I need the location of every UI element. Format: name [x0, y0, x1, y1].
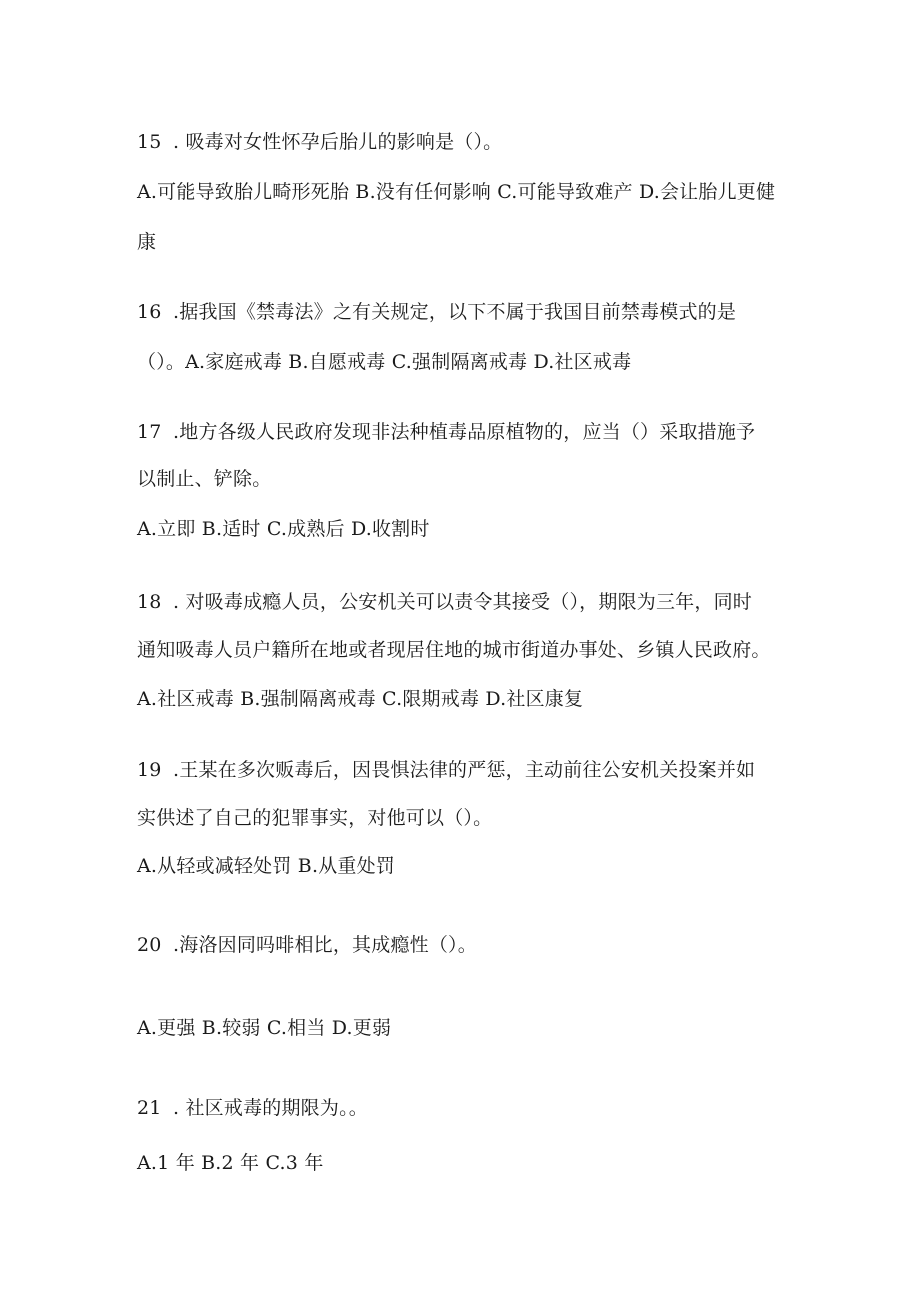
question-number: 21 [137, 1097, 162, 1119]
question-21-stem-line-1 [137, 1096, 368, 1120]
question-19-options-line-1: A.从轻或减轻处罚 B.从重处罚 [137, 855, 396, 877]
question-21-options-line-1: A.1 年 B.2 年 C.3 年 [137, 1152, 324, 1174]
question-16-stem-line-1 [137, 300, 736, 324]
question-20-stem-line-1 [137, 933, 477, 957]
question-16-stem-line-2: （）。A.家庭戒毒 B.自愿戒毒 C.强制隔离戒毒 D.社区戒毒 [137, 351, 632, 373]
question-18-options-line-1: A.社区戒毒 B.强制隔离戒毒 C.限期戒毒 D.社区康复 [137, 688, 584, 710]
question-text: .据我国《禁毒法》之有关规定，以下不属于我国目前禁毒模式的是 [173, 301, 737, 323]
question-number: 16 [137, 301, 162, 323]
question-20-options-line-1: A.更强 B.较弱 C.相当 D.更弱 [137, 1017, 392, 1039]
question-text: .王某在多次贩毒后，因畏惧法律的严惩，主动前往公安机关投案并如 [173, 759, 756, 781]
question-number: 20 [137, 934, 162, 956]
question-19-stem-line-1 [137, 758, 755, 782]
question-15-options-line-2: 康 [137, 231, 157, 253]
question-15-options-line-1: A.可能导致胎儿畸形死胎 B.没有任何影响 C.可能导致难产 D.会让胎儿更健 [137, 181, 776, 203]
question-17-stem-line-1 [137, 420, 755, 444]
question-18-stem-line-2: 通知吸毒人员户籍所在地或者现居住地的城市街道办事处、乡镇人民政府。 [137, 639, 771, 661]
question-number: 17 [137, 421, 162, 443]
question-text: . 吸毒对女性怀孕后胎儿的影响是（）。 [173, 131, 503, 153]
question-15-stem-line-1 [137, 130, 502, 154]
question-19-stem-line-2: 实供述了自己的犯罪事实，对他可以（）。 [137, 807, 493, 829]
question-number: 19 [137, 759, 162, 781]
question-17-stem-line-2: 以制止、铲除。 [137, 468, 272, 490]
question-text: .海洛因同吗啡相比，其成瘾性（）。 [173, 934, 477, 956]
question-number: 18 [137, 591, 162, 613]
question-number: 15 [137, 131, 162, 153]
question-18-stem-line-1 [137, 590, 752, 614]
question-text: . 社区戒毒的期限为。。 [173, 1097, 368, 1119]
question-17-options-line-1: A.立即 B.适时 C.成熟后 D.收割时 [137, 518, 430, 540]
question-text: . 对吸毒成瘾人员，公安机关可以责令其接受（），期限为三年，同时 [173, 591, 752, 613]
question-text: .地方各级人民政府发现非法种植毒品原植物的，应当（）采取措施予 [173, 421, 756, 443]
